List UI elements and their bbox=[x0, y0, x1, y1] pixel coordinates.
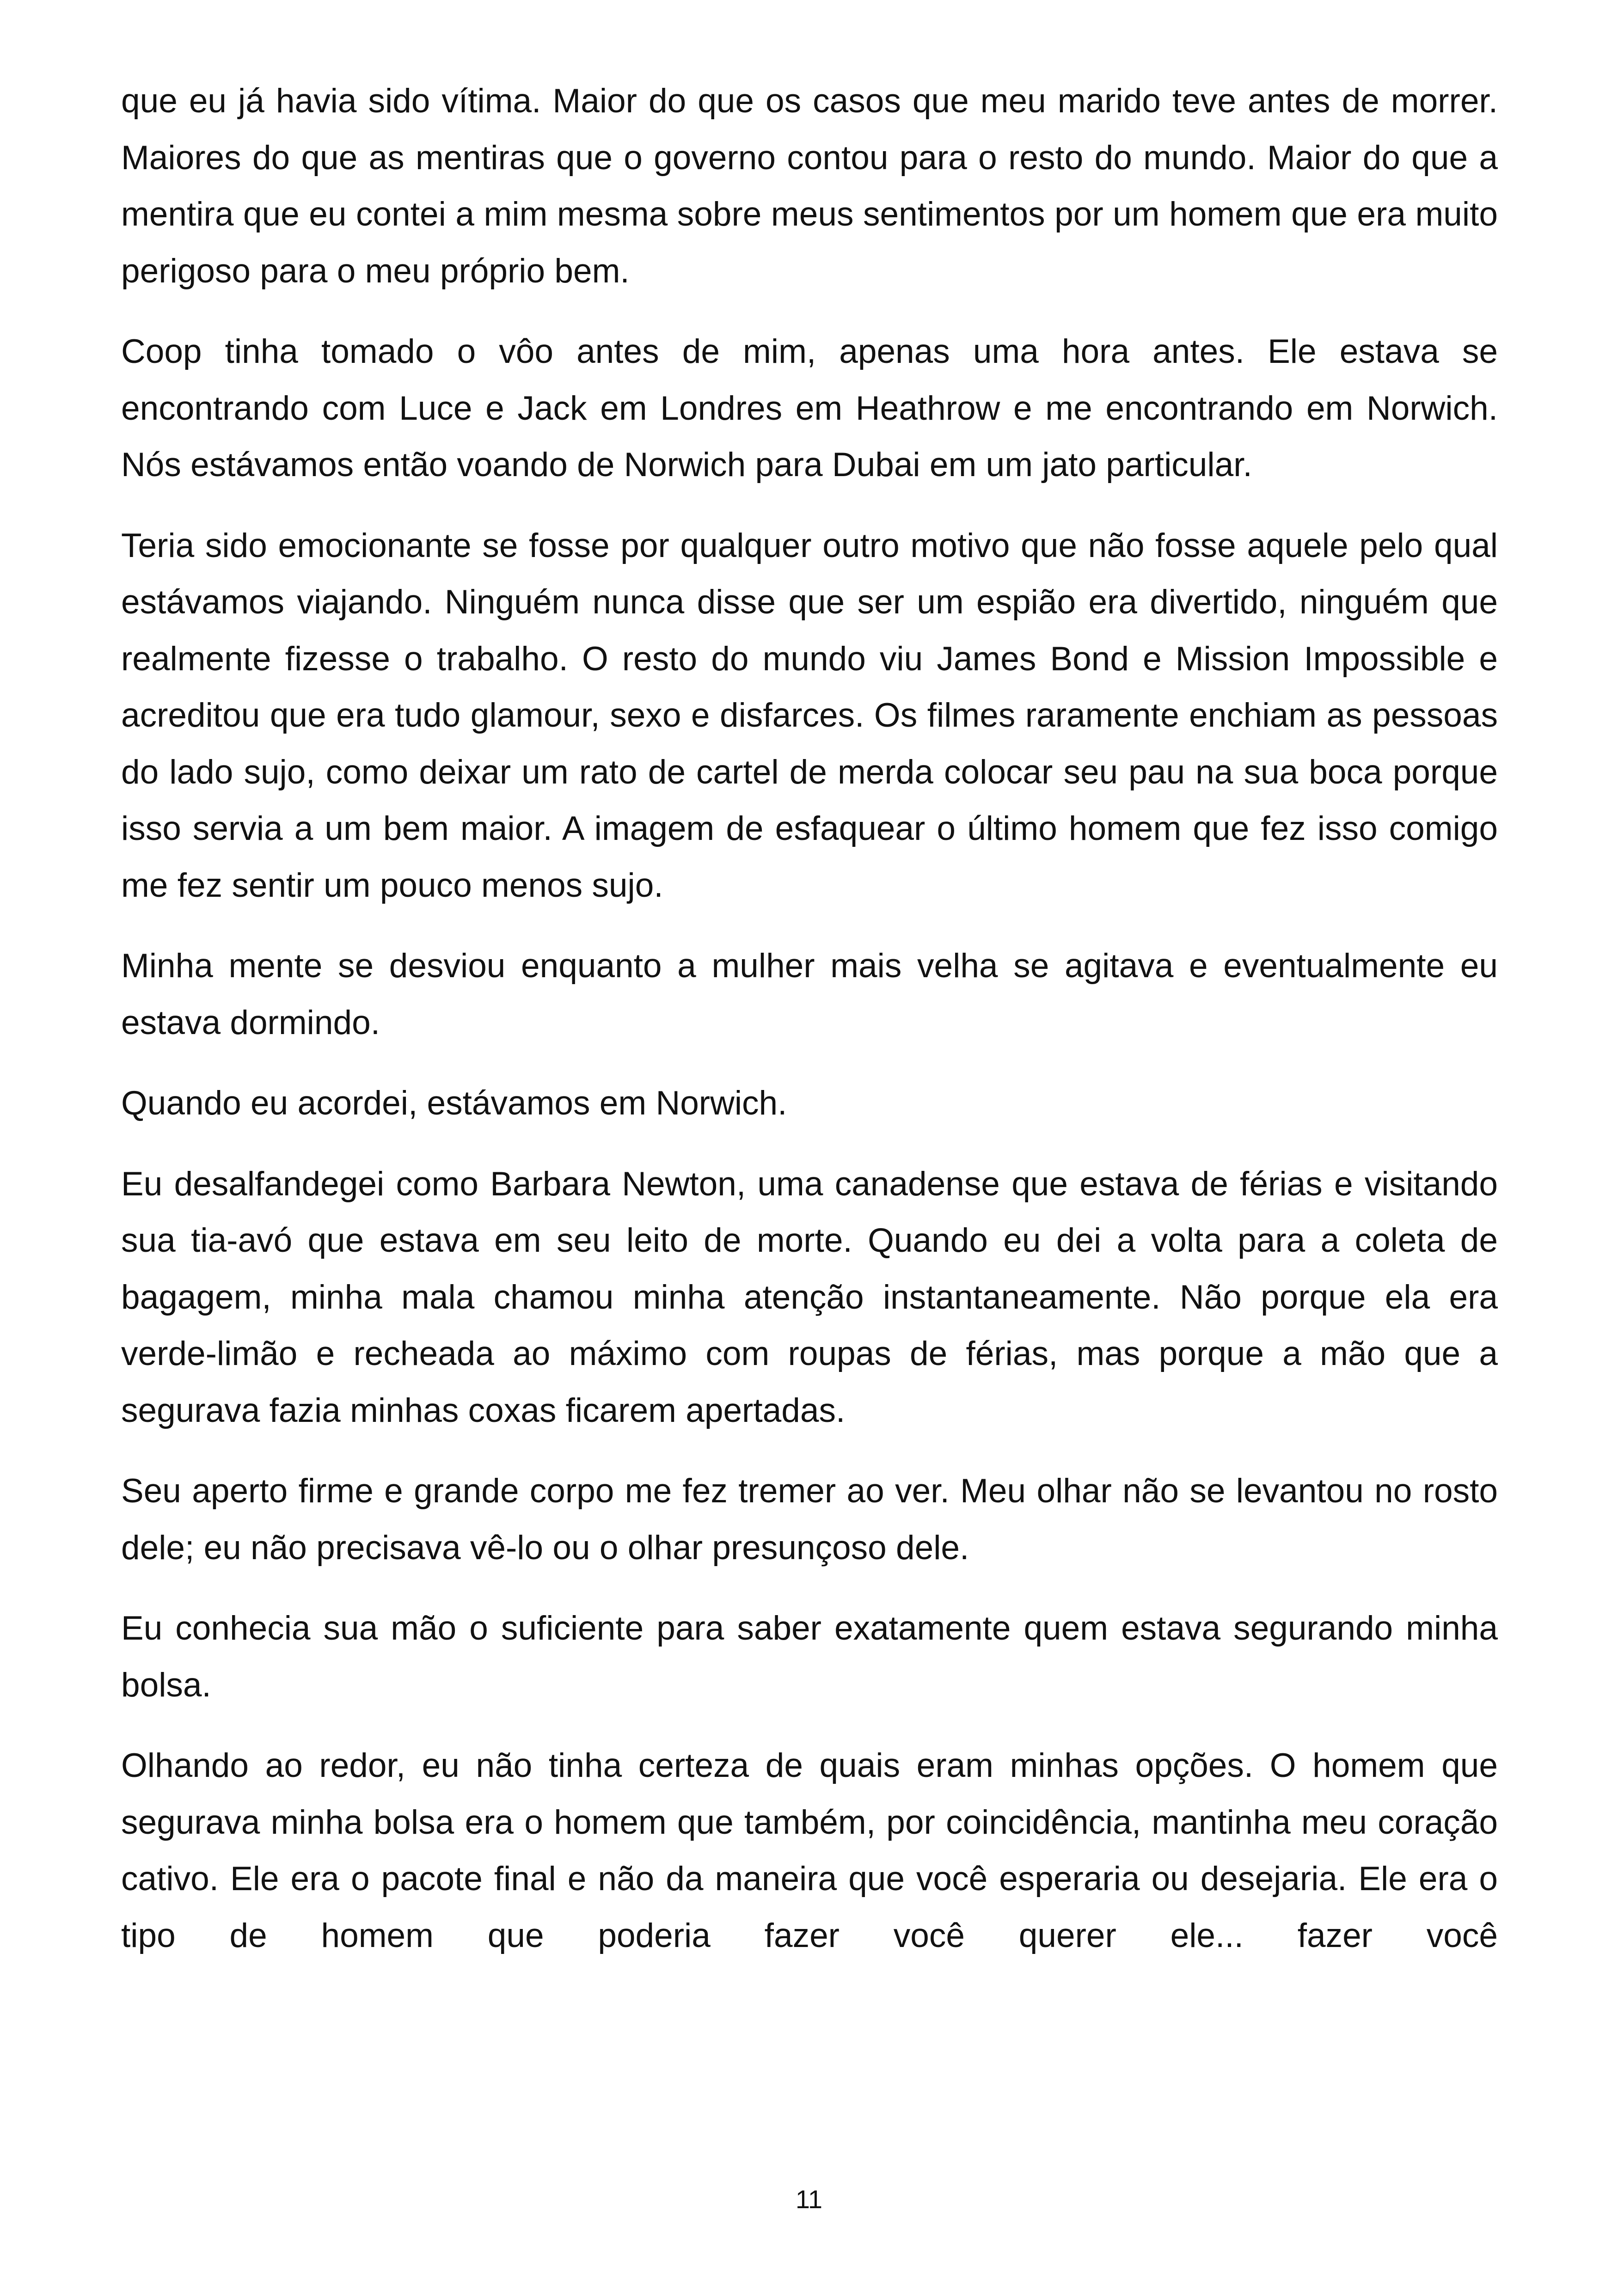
paragraph: que eu já havia sido vítima. Maior do que os casos que meu marido teve antes de morrer. Maiores do que as mentiras que o governo contou para o resto do mundo. Maior do que a mentira que eu contei a mim mesma sobre meus sentimentos por um homem que era muito perigoso para o meu próprio bem. bbox=[121, 82, 1498, 290]
paragraph: Eu conhecia sua mão o suficiente para saber exatamente quem estava segurando minha bolsa. bbox=[121, 1610, 1498, 1704]
paragraph: Coop tinha tomado o vôo antes de mim, apenas uma hora antes. Ele estava se encontrando com Luce e Jack em Londres em Heathrow e me encontrando em Norwich. Nós estávamos então voando de Norwich para Dubai em um jato particular. bbox=[121, 333, 1498, 484]
paragraph: Eu desalfandegei como Barbara Newton, uma canadense que estava de férias e visitando sua tia-avó que estava em seu leito de morte. Quando eu dei a volta para a coleta de bagagem, minha mala chamou minha atenção instantaneamente. Não porque ela era verde-limão e recheada ao máximo com roupas de férias, mas porque a mão que a segurava fazia minhas coxas ficarem apertadas. bbox=[121, 1165, 1498, 1429]
paragraph: Quando eu acordei, estávamos em Norwich. bbox=[121, 1084, 787, 1122]
body-text bbox=[121, 73, 1498, 1964]
paragraph: Teria sido emocionante se fosse por qualquer outro motivo que não fosse aquele pelo qual estávamos viajando. Ninguém nunca disse que ser um espião era divertido, ninguém que realmente fizesse o trabalho. O resto do mundo viu James Bond e Mission Impossible e acreditou que era tudo glamour, sexo e disfarces. Os filmes raramente enchiam as pessoas do lado sujo, como deixar um rato de cartel de merda colocar seu pau na sua boca porque isso servia a um bem maior. A imagem de esfaquear o último homem que fez isso comigo me fez sentir um pouco menos sujo. bbox=[121, 527, 1498, 904]
paragraph: Olhando ao redor, eu não tinha certeza de quais eram minhas opções. O homem que segurava minha bolsa era o homem que também, por coincidência, mantinha meu coração cativo. Ele era o pacote final e não da maneira que você esperaria ou desejaria. Ele era o tipo de homem que poderia fazer você querer ele... fazer você bbox=[121, 1747, 1498, 1954]
page-number: 11 bbox=[795, 2185, 823, 2214]
paragraph: Seu aperto firme e grande corpo me fez tremer ao ver. Meu olhar não se levantou no rosto dele; eu não precisava vê-lo ou o olhar presunçoso dele. bbox=[121, 1472, 1498, 1567]
paragraph: Minha mente se desviou enquanto a mulher mais velha se agitava e eventualmente eu estava dormindo. bbox=[121, 947, 1498, 1041]
